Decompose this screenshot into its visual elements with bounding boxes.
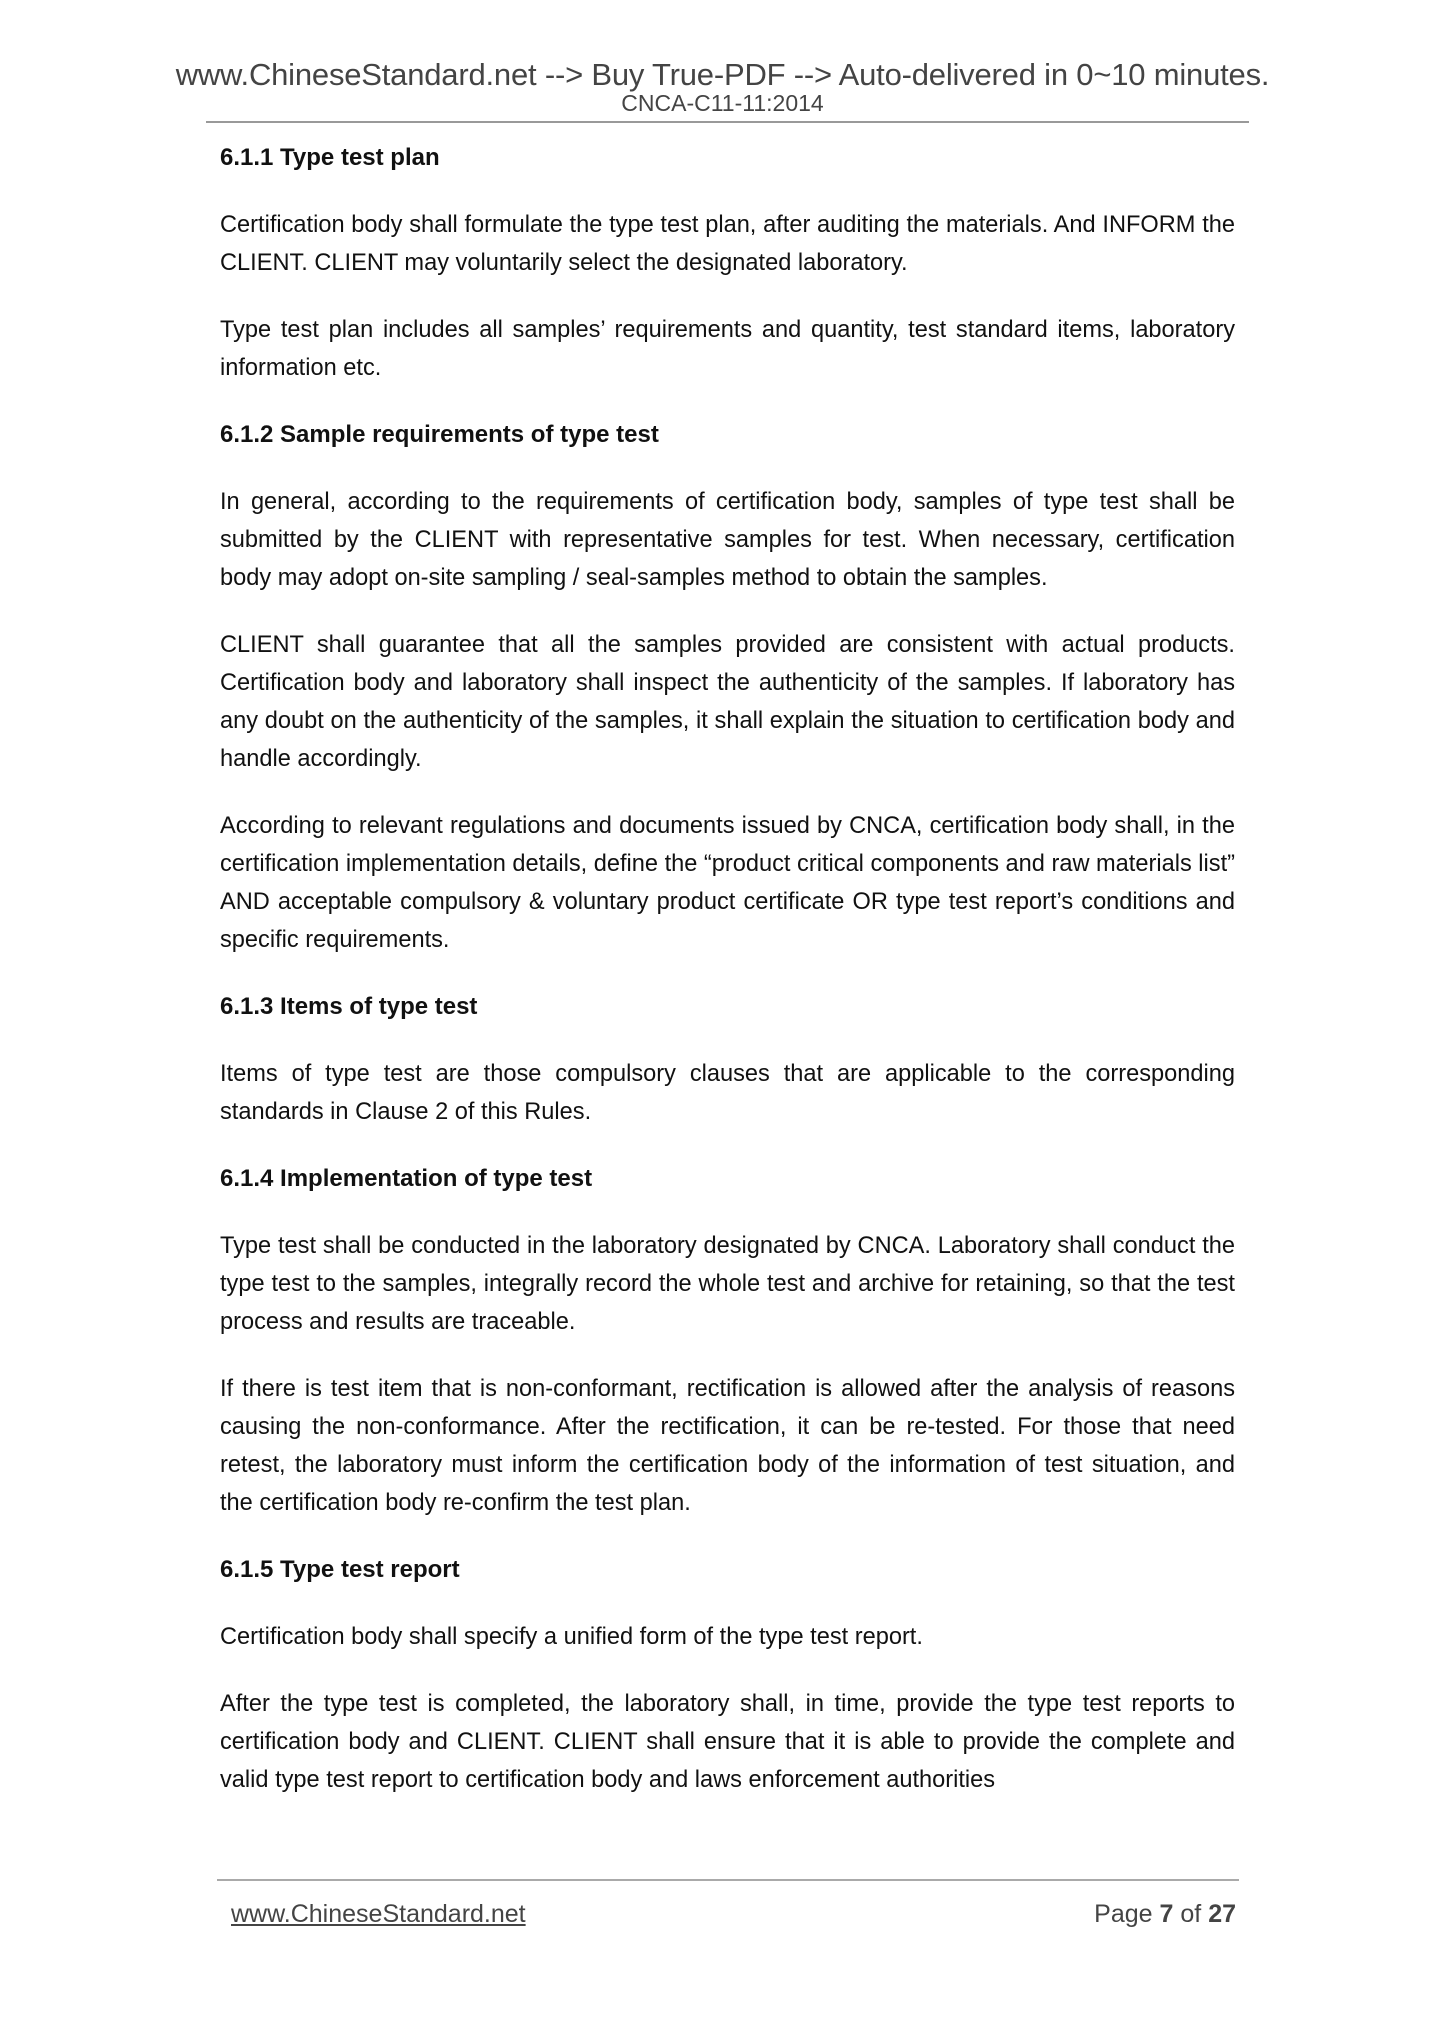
paragraph: Type test plan includes all samples’ requirements and quantity, test standard items, laboratory information etc. <box>220 317 1235 381</box>
paragraph: Certification body shall specify a unified form of the type test report. <box>220 1624 923 1650</box>
page-word: Page <box>1094 1900 1153 1928</box>
page-number <box>1094 1900 1236 1929</box>
footer-website-link[interactable]: www.ChineseStandard.net <box>231 1900 526 1928</box>
header-banner: www.ChineseStandard.net --> Buy True-PDF --> Auto-delivered in 0~10 minutes. <box>175 57 1270 92</box>
page-header <box>0 58 1445 114</box>
document-code: CNCA-C11-11:2014 <box>621 90 824 116</box>
paragraph: If there is test item that is non-conformant, rectification is allowed after the analysis of reasons causing the non-conformance. After the rectification, it can be re-tested. For those that need retest, the laboratory must inform the certification body of the information of test situation, and the certification body re-confirm the test plan. <box>220 1376 1235 1516</box>
section-heading: 6.1.1 Type test plan <box>220 144 440 171</box>
paragraph: According to relevant regulations and documents issued by CNCA, certification body shall, in the certification implementation details, define the “product critical components and raw materials list” AND acceptable compulsory & voluntary product certificate OR type test report’s conditions and specific requirements. <box>220 813 1235 953</box>
paragraph: Type test shall be conducted in the laboratory designated by CNCA. Laboratory shall conduct the type test to the samples, integrally record the whole test and archive for retaining, so that the test process and results are traceable. <box>220 1233 1235 1335</box>
paragraph: After the type test is completed, the laboratory shall, in time, provide the type test reports to certification body and CLIENT. CLIENT shall ensure that it is able to provide the complete and valid type test report to certification body and laws enforcement authorities <box>220 1691 1235 1793</box>
paragraph: CLIENT shall guarantee that all the samples provided are consistent with actual products. Certification body and laboratory shall inspect the authenticity of the samples. If laboratory has any doubt on the authenticity of the samples, it shall explain the situation to certification body and handle accordingly. <box>220 632 1235 772</box>
paragraph: Items of type test are those compulsory clauses that are applicable to the corresponding standards in Clause 2 of this Rules. <box>220 1061 1235 1125</box>
section-heading: 6.1.3 Items of type test <box>220 993 478 1020</box>
header-divider <box>206 121 1249 123</box>
section-heading: 6.1.5 Type test report <box>220 1556 460 1583</box>
section-heading: 6.1.4 Implementation of type test <box>220 1165 593 1192</box>
paragraph: In general, according to the requirements of certification body, samples of type test shall be submitted by the CLIENT with representative samples for test. When necessary, certification body may adopt on-site sampling / seal-samples method to obtain the samples. <box>220 489 1235 591</box>
section-heading: 6.1.2 Sample requirements of type test <box>220 421 659 448</box>
current-page: 7 <box>1159 1900 1174 1928</box>
document-body <box>220 139 1235 1828</box>
total-pages: 27 <box>1208 1900 1236 1928</box>
paragraph: Certification body shall formulate the type test plan, after auditing the materials. And INFORM the CLIENT. CLIENT may voluntarily select the designated laboratory. <box>220 212 1235 276</box>
of-word: of <box>1180 1900 1202 1928</box>
footer-divider <box>217 1879 1239 1881</box>
